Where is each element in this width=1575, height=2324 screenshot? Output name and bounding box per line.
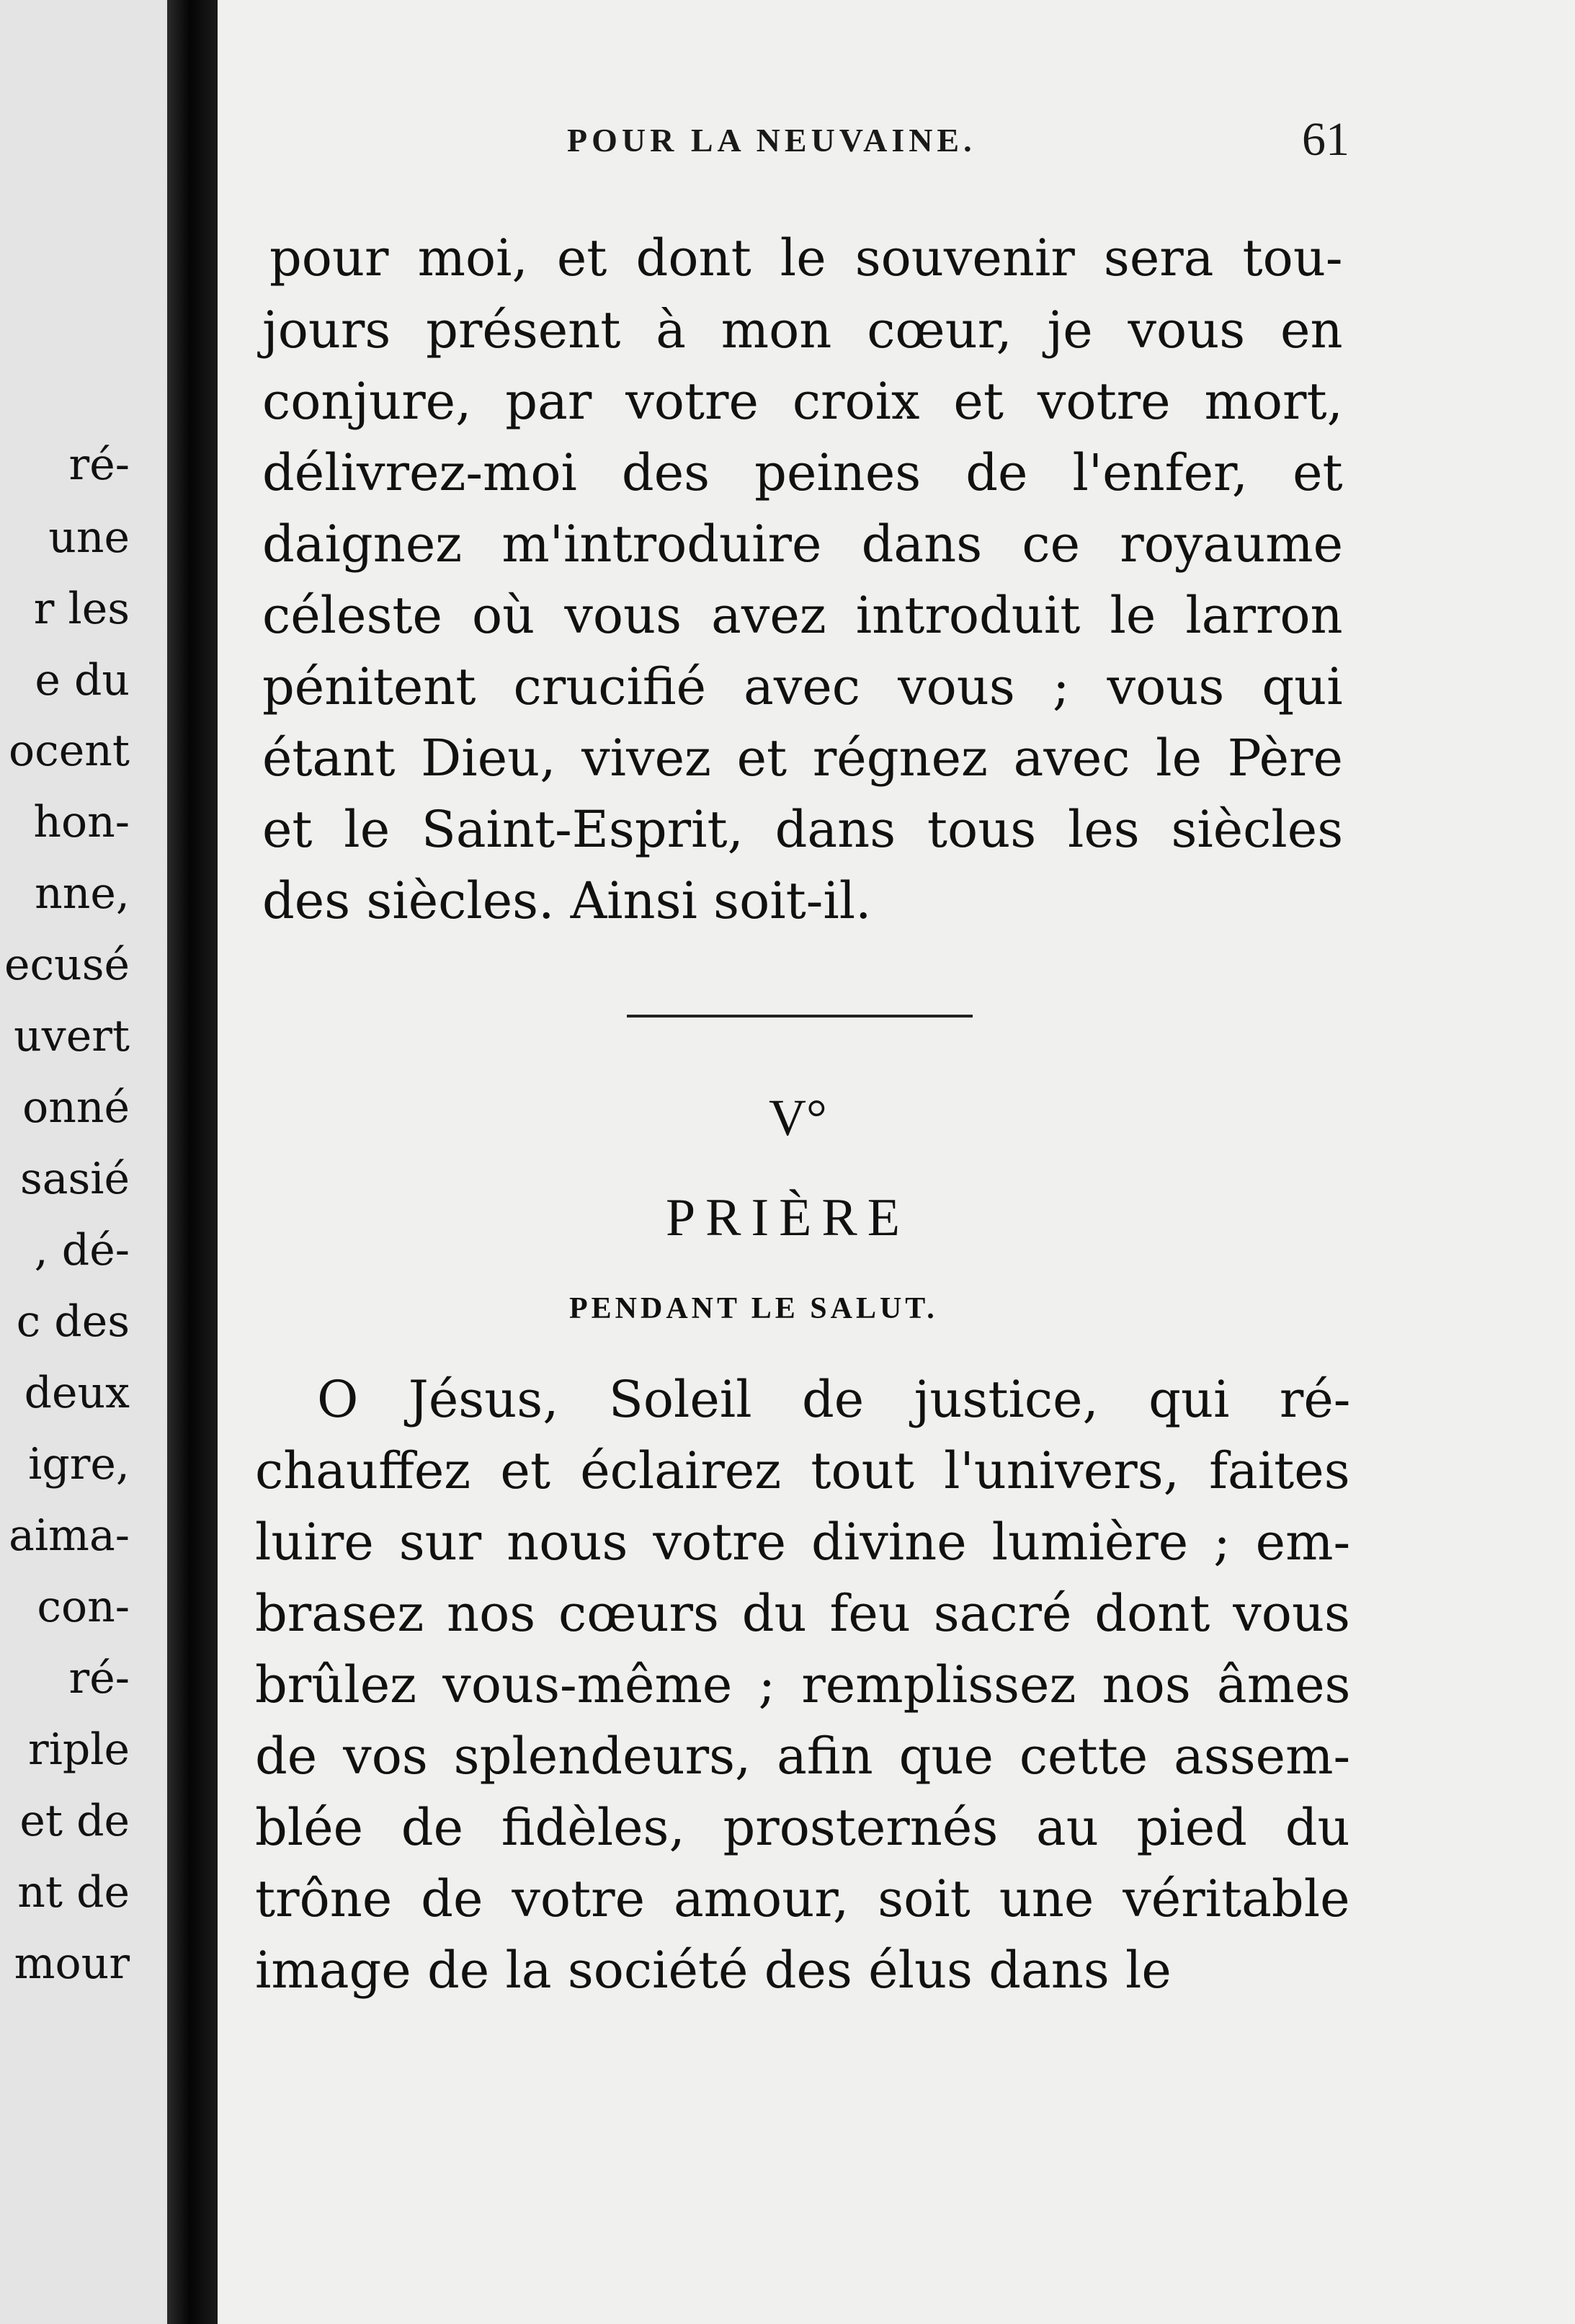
left-page-fragment: ré-: [68, 1653, 130, 1704]
left-page-fragment: mour: [14, 1938, 130, 1989]
left-page-fragment: r les: [33, 584, 130, 634]
text-line: conjure, par votre croix et votre mort,: [262, 372, 1343, 431]
left-page-fragment: ré-: [68, 440, 130, 490]
section-divider-rule: [627, 1015, 973, 1018]
text-line: jours présent à mon cœur, je vous en: [262, 300, 1343, 360]
section-title: PRIÈRE: [666, 1188, 910, 1247]
book-page: [218, 0, 1575, 2324]
text-line: luire sur nous votre divine lumière ; em-: [255, 1513, 1351, 1572]
left-page-fragment: ecusé: [4, 940, 130, 990]
left-page-fragment: aima-: [9, 1510, 130, 1561]
text-line: brasez nos cœurs du feu sacré dont vous: [255, 1584, 1350, 1643]
left-page-fragment: igre,: [28, 1439, 130, 1490]
book-binding-gutter: [167, 0, 218, 2324]
left-page-fragment: une: [48, 512, 130, 563]
text-line: délivrez-moi des peines de l'enfer, et: [262, 443, 1343, 502]
left-page-fragment: ocent: [9, 726, 130, 776]
left-page-fragment: uvert: [14, 1011, 130, 1061]
text-line: brûlez vous-même ; remplissez nos âmes: [255, 1655, 1351, 1714]
previous-page-fragment: [0, 0, 167, 2324]
left-page-fragment: deux: [24, 1368, 130, 1418]
text-line: pour moi, et dont le souvenir sera tou-: [269, 228, 1343, 288]
text-line: céleste où vous avez introduit le larron: [262, 586, 1343, 645]
section-number: V°: [769, 1089, 827, 1147]
text-line: de vos splendeurs, afin que cette assem-: [255, 1727, 1351, 1786]
left-page-fragment: nt de: [17, 1867, 130, 1918]
left-page-fragment: sasié: [19, 1154, 130, 1204]
text-line: des siècles. Ainsi soit-il.: [262, 871, 872, 930]
text-line: trône de votre amour, soit une véritable: [255, 1869, 1350, 1928]
left-page-fragment: onné: [22, 1082, 130, 1133]
text-line: daignez m'introduire dans ce royaume: [262, 515, 1344, 574]
running-header: POUR LA NEUVAINE.: [567, 122, 976, 159]
text-line: étant Dieu, vivez et régnez avec le Père: [262, 729, 1343, 788]
text-line: et le Saint-Esprit, dans tous les siècles: [262, 800, 1344, 859]
text-line: chauffez et éclairez tout l'univers, faites: [255, 1441, 1350, 1500]
left-page-fragment: , dé-: [34, 1225, 130, 1275]
page-number: 61: [1302, 113, 1349, 166]
text-line: blée de fidèles, prosternés au pied du: [255, 1798, 1350, 1857]
left-page-fragment: c des: [16, 1296, 130, 1347]
left-page-fragment: et de: [19, 1796, 130, 1846]
text-line: image de la société des élus dans le: [255, 1941, 1172, 2000]
left-page-fragment: hon-: [33, 797, 130, 847]
left-page-fragment: e du: [35, 655, 130, 705]
left-page-fragment: nne,: [35, 868, 130, 919]
text-line: O Jésus, Soleil de justice, qui ré-: [317, 1370, 1351, 1429]
text-line: pénitent crucifié avec vous ; vous qui: [262, 657, 1343, 716]
left-page-fragment: riple: [28, 1724, 130, 1775]
left-page-fragment: con-: [37, 1582, 130, 1632]
section-subtitle: PENDANT LE SALUT.: [569, 1292, 938, 1325]
